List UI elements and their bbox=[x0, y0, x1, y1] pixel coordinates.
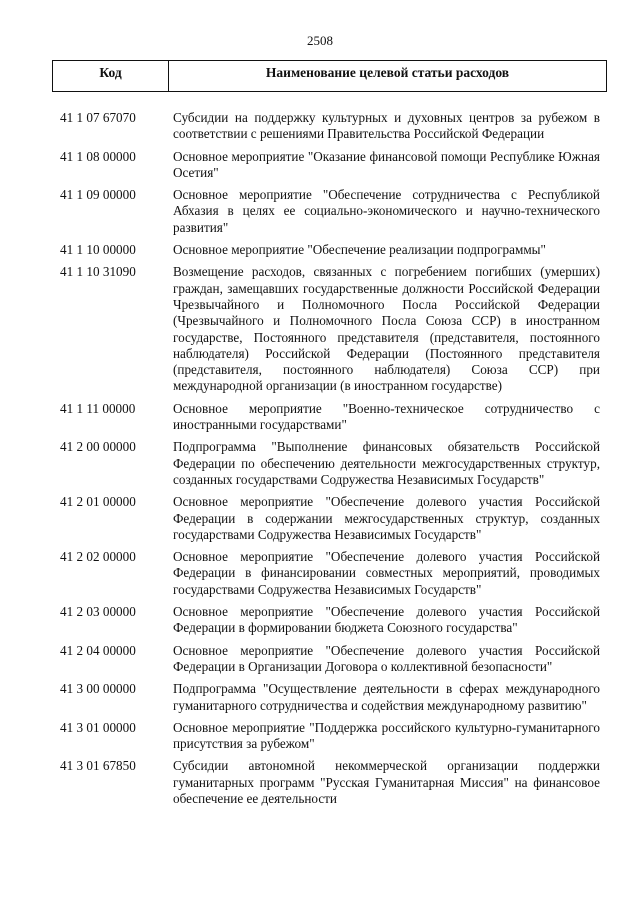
table-row bbox=[60, 604, 600, 637]
table-row bbox=[60, 149, 600, 182]
header-code: Код bbox=[53, 61, 169, 91]
table-row bbox=[60, 681, 600, 714]
header-name: Наименование целевой статьи расходов bbox=[265, 65, 510, 80]
page-number: 2508 bbox=[307, 33, 333, 48]
row-description: Подпрограмма "Выполнение финансовых обязательств Российской Федерации по обеспечению деятельности межгосударственных структур, созданных государствами Содружества Независимых Государств" bbox=[173, 439, 600, 487]
table-row bbox=[60, 110, 600, 143]
row-description: Основное мероприятие "Военно-техническое сотрудничество с иностранными государствами" bbox=[173, 400, 600, 433]
table-header bbox=[52, 60, 607, 92]
table-row bbox=[60, 439, 600, 488]
row-code: 41 3 01 67850 bbox=[60, 758, 136, 774]
table-body bbox=[60, 110, 600, 813]
table-row bbox=[60, 401, 600, 434]
row-code: 41 1 08 00000 bbox=[60, 148, 136, 164]
row-description: Субсидии автономной некоммерческой организации поддержки гуманитарных программ "Русская Гуманитарная Миссия" на финансовое обеспечение ее деятельности bbox=[173, 758, 600, 806]
row-description: Субсидии на поддержку культурных и духовных центров за рубежом в соответствии с решениями Правительства Российской Федерации bbox=[173, 110, 600, 142]
row-code: 41 2 02 00000 bbox=[60, 549, 136, 565]
row-code: 41 2 03 00000 bbox=[60, 604, 136, 620]
row-description: Основное мероприятие "Обеспечение реализации подпрограммы" bbox=[173, 242, 546, 258]
table-row bbox=[60, 242, 600, 258]
row-description: Возмещение расходов, связанных с погребением погибших (умерших) граждан, замещавших государственные должности Российской Федерации Чрезвычайного и Полномочного Посла Российской Федерации (Чрезвычайного и Полномочного Посла Союза ССР) в иностранном государстве, Постоянного представителя (представителя, постоянного наблюдателя) Российской Федерации (Постоянного представителя (представителя, постоянного наблюдателя) Союза ССР) при международной организации (в иностранном государстве) bbox=[173, 264, 600, 394]
row-code: 41 1 07 67070 bbox=[60, 110, 136, 125]
row-code: 41 3 00 00000 bbox=[60, 681, 136, 697]
row-description: Основное мероприятие "Обеспечение сотрудничества с Республикой Абхазия в целях ее социально-экономического и научно-технического развития" bbox=[173, 187, 600, 235]
row-description: Основное мероприятие "Обеспечение долевого участия Российской Федерации в содержании межгосударственных структур, созданных государствами Содружества Независимых Государств" bbox=[173, 494, 600, 542]
row-code: 41 2 04 00000 bbox=[60, 642, 136, 658]
row-description: Основное мероприятие "Поддержка российского культурно-гуманитарного присутствия за рубежом" bbox=[173, 719, 600, 752]
row-description: Основное мероприятие "Обеспечение долевого участия Российской Федерации в формировании бюджета Союзного государства" bbox=[173, 604, 600, 636]
row-code: 41 1 09 00000 bbox=[60, 187, 136, 203]
row-code: 41 2 01 00000 bbox=[60, 494, 136, 510]
row-code: 41 1 11 00000 bbox=[60, 400, 136, 416]
row-description: Основное мероприятие "Обеспечение долевого участия Российской Федерации в финансировании совместных мероприятий, проводимых государствами Содружества Независимых Государств" bbox=[173, 549, 600, 597]
row-code: 41 2 00 00000 bbox=[60, 439, 136, 455]
table-row bbox=[60, 720, 600, 753]
row-code: 41 3 01 00000 bbox=[60, 719, 136, 735]
row-description: Основное мероприятие "Обеспечение долевого участия Российской Федерации в Организации Договора о коллективной безопасности" bbox=[173, 642, 600, 674]
table-row bbox=[60, 758, 600, 807]
table-row bbox=[60, 643, 600, 676]
table-row bbox=[60, 187, 600, 236]
row-description: Основное мероприятие "Оказание финансовой помощи Республике Южная Осетия" bbox=[173, 148, 600, 180]
table-row bbox=[60, 549, 600, 598]
table-row bbox=[60, 494, 600, 543]
row-code: 41 1 10 31090 bbox=[60, 264, 136, 280]
table-row bbox=[60, 264, 600, 394]
row-code: 41 1 10 00000 bbox=[60, 242, 136, 258]
row-description: Подпрограмма "Осуществление деятельности в сферах международного гуманитарного сотрудничества и содействия международному развитию" bbox=[173, 681, 600, 713]
